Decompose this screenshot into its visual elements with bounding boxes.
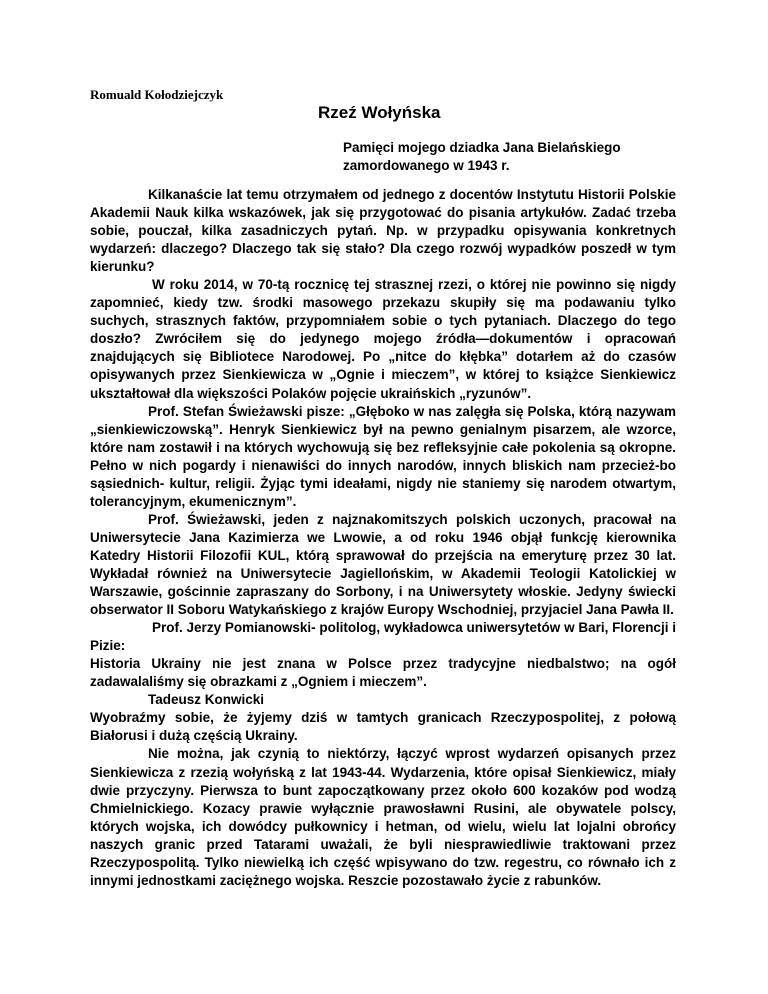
article-body (90, 186, 676, 890)
dedication-line: zamordowanego w 1943 r. (343, 158, 510, 173)
quote-author: Tadeusz Konwicki (148, 692, 265, 708)
paragraph: Prof. Stefan Świeżawski pisze: „Głęboko w nas zalęgła się Polska, którą nazywam „sienkiewiczowską”. Henryk Sienkiewicz był na pewno genialnym pisarzem, ale wzorce, które nam zostawił i na których wychowują się bez refleksyjnie całe pokolenia są okropne. Pełno w nich pogardy i nienawiści do innych narodów, innych bliskich nam przecież-bo sąsiednich- kultur, religii. Żyjąc tymi ideałami, nigdy nie staniemy się narodem otwartym, tolerancyjnym, ekumenicznym”. (90, 403, 676, 509)
paragraph: Prof. Jerzy Pomianowski- politolog, wykładowca uniwersytetów w Bari, Florencji i Pizie: (90, 620, 676, 654)
author-name: Romuald Kołodziejczyk (90, 87, 224, 102)
paragraph: Kilkanaście lat temu otrzymałem od jednego z docentów Instytutu Historii Polskie Akademii Nauk kilka wskazówek, jak się przygotować do pisania artykułów. Zadać trzeba sobie, pouczał, kilka zasadniczych pytań. Np. w przypadku opisywania konkretnych wydarzeń: dlaczego? Dlaczego tak się stało? Dla czego rozwój wypadków poszedł w tym kierunku? (90, 187, 676, 275)
quote-paragraph: Historia Ukrainy nie jest znana w Polsce przez tradycyjne niedbalstwo; na ogół zadawalaliśmy się obrazkami z „Ogniem i mieczem”. (90, 656, 676, 690)
page-title: Rzeź Wołyńska (318, 103, 441, 122)
paragraph: Prof. Świeżawski, jeden z najznakomitszych polskich uczonych, pracował na Uniwersytecie Jana Kazimierza we Lwowie, a od roku 1946 objął funkcję kierownika Katedry Historii Filozofii KUL, którą sprawował do przejścia na emeryturę przez 30 lat. Wykładał również na Uniwersytecie Jagiellońskim, w Akademii Teologii Katolickiej w Warszawie, gościnnie zapraszany do Sorbony, i na Uniwersytety włoskie. Jedyny świecki obserwator II Soboru Watykańskiego z krajów Europy Wschodniej, przyjaciel Jana Pawła II. (90, 511, 676, 618)
paragraph: W roku 2014, w 70-tą rocznicę tej strasznej rzezi, o której nie powinno się nigdy zapomnieć, kiedy tzw. środki masowego przekazu skupiły się ma podawaniu tylko suchych, strasznych faktów, przypomniałem sobie o tych pytaniach. Dlaczego do tego doszło? Zwróciłem się do jedynego mojego źródła—dokumentów i opracowań znajdujących się Bibliotece Narodowej. Po „nitce do kłębka” dotarłem aż do czasów opisywanych przez Sienkiewicza w „Ognie i mieczem”, w której to książce Sienkiewicz ukształtował dla większości Polaków pojęcie ukraińskich „ryzunów”. (90, 277, 676, 401)
paragraph: Nie można, jak czynią to niektórzy, łączyć wprost wydarzeń opisanych przez Sienkiewicza z rzezią wołyńską z lat 1943-44. Wydarzenia, które opisał Sienkiewicz, miały dwie przyczyny. Pierwsza to bunt zapoczątkowany przez około 600 kozaków pod wodzą Chmielnickiego. Kozacy prawie wyłącznie prawosławni Rusini, ale obywatele polscy, których wojska, ich dowódcy pułkownicy i hetman, od wielu, wielu lat lojalni obrońcy naszych granic przed Tatarami uważali, że byli niesprawiedliwie traktowani przez Rzeczypospolitą. Tylko niewielką ich część wpisywano do tzw. regestru, co równało ich z innymi jednostkami zaciężnego wojska. Reszcie pozostawało życie z rabunków. (90, 746, 676, 888)
dedication (343, 139, 621, 175)
dedication-line: Pamięci mojego dziadka Jana Bielańskiego (343, 140, 621, 155)
quote-paragraph: Wyobraźmy sobie, że żyjemy dziś w tamtych granicach Rzeczypospolitej, z połową Białorusi i dużą częścią Ukrainy. (90, 710, 676, 744)
